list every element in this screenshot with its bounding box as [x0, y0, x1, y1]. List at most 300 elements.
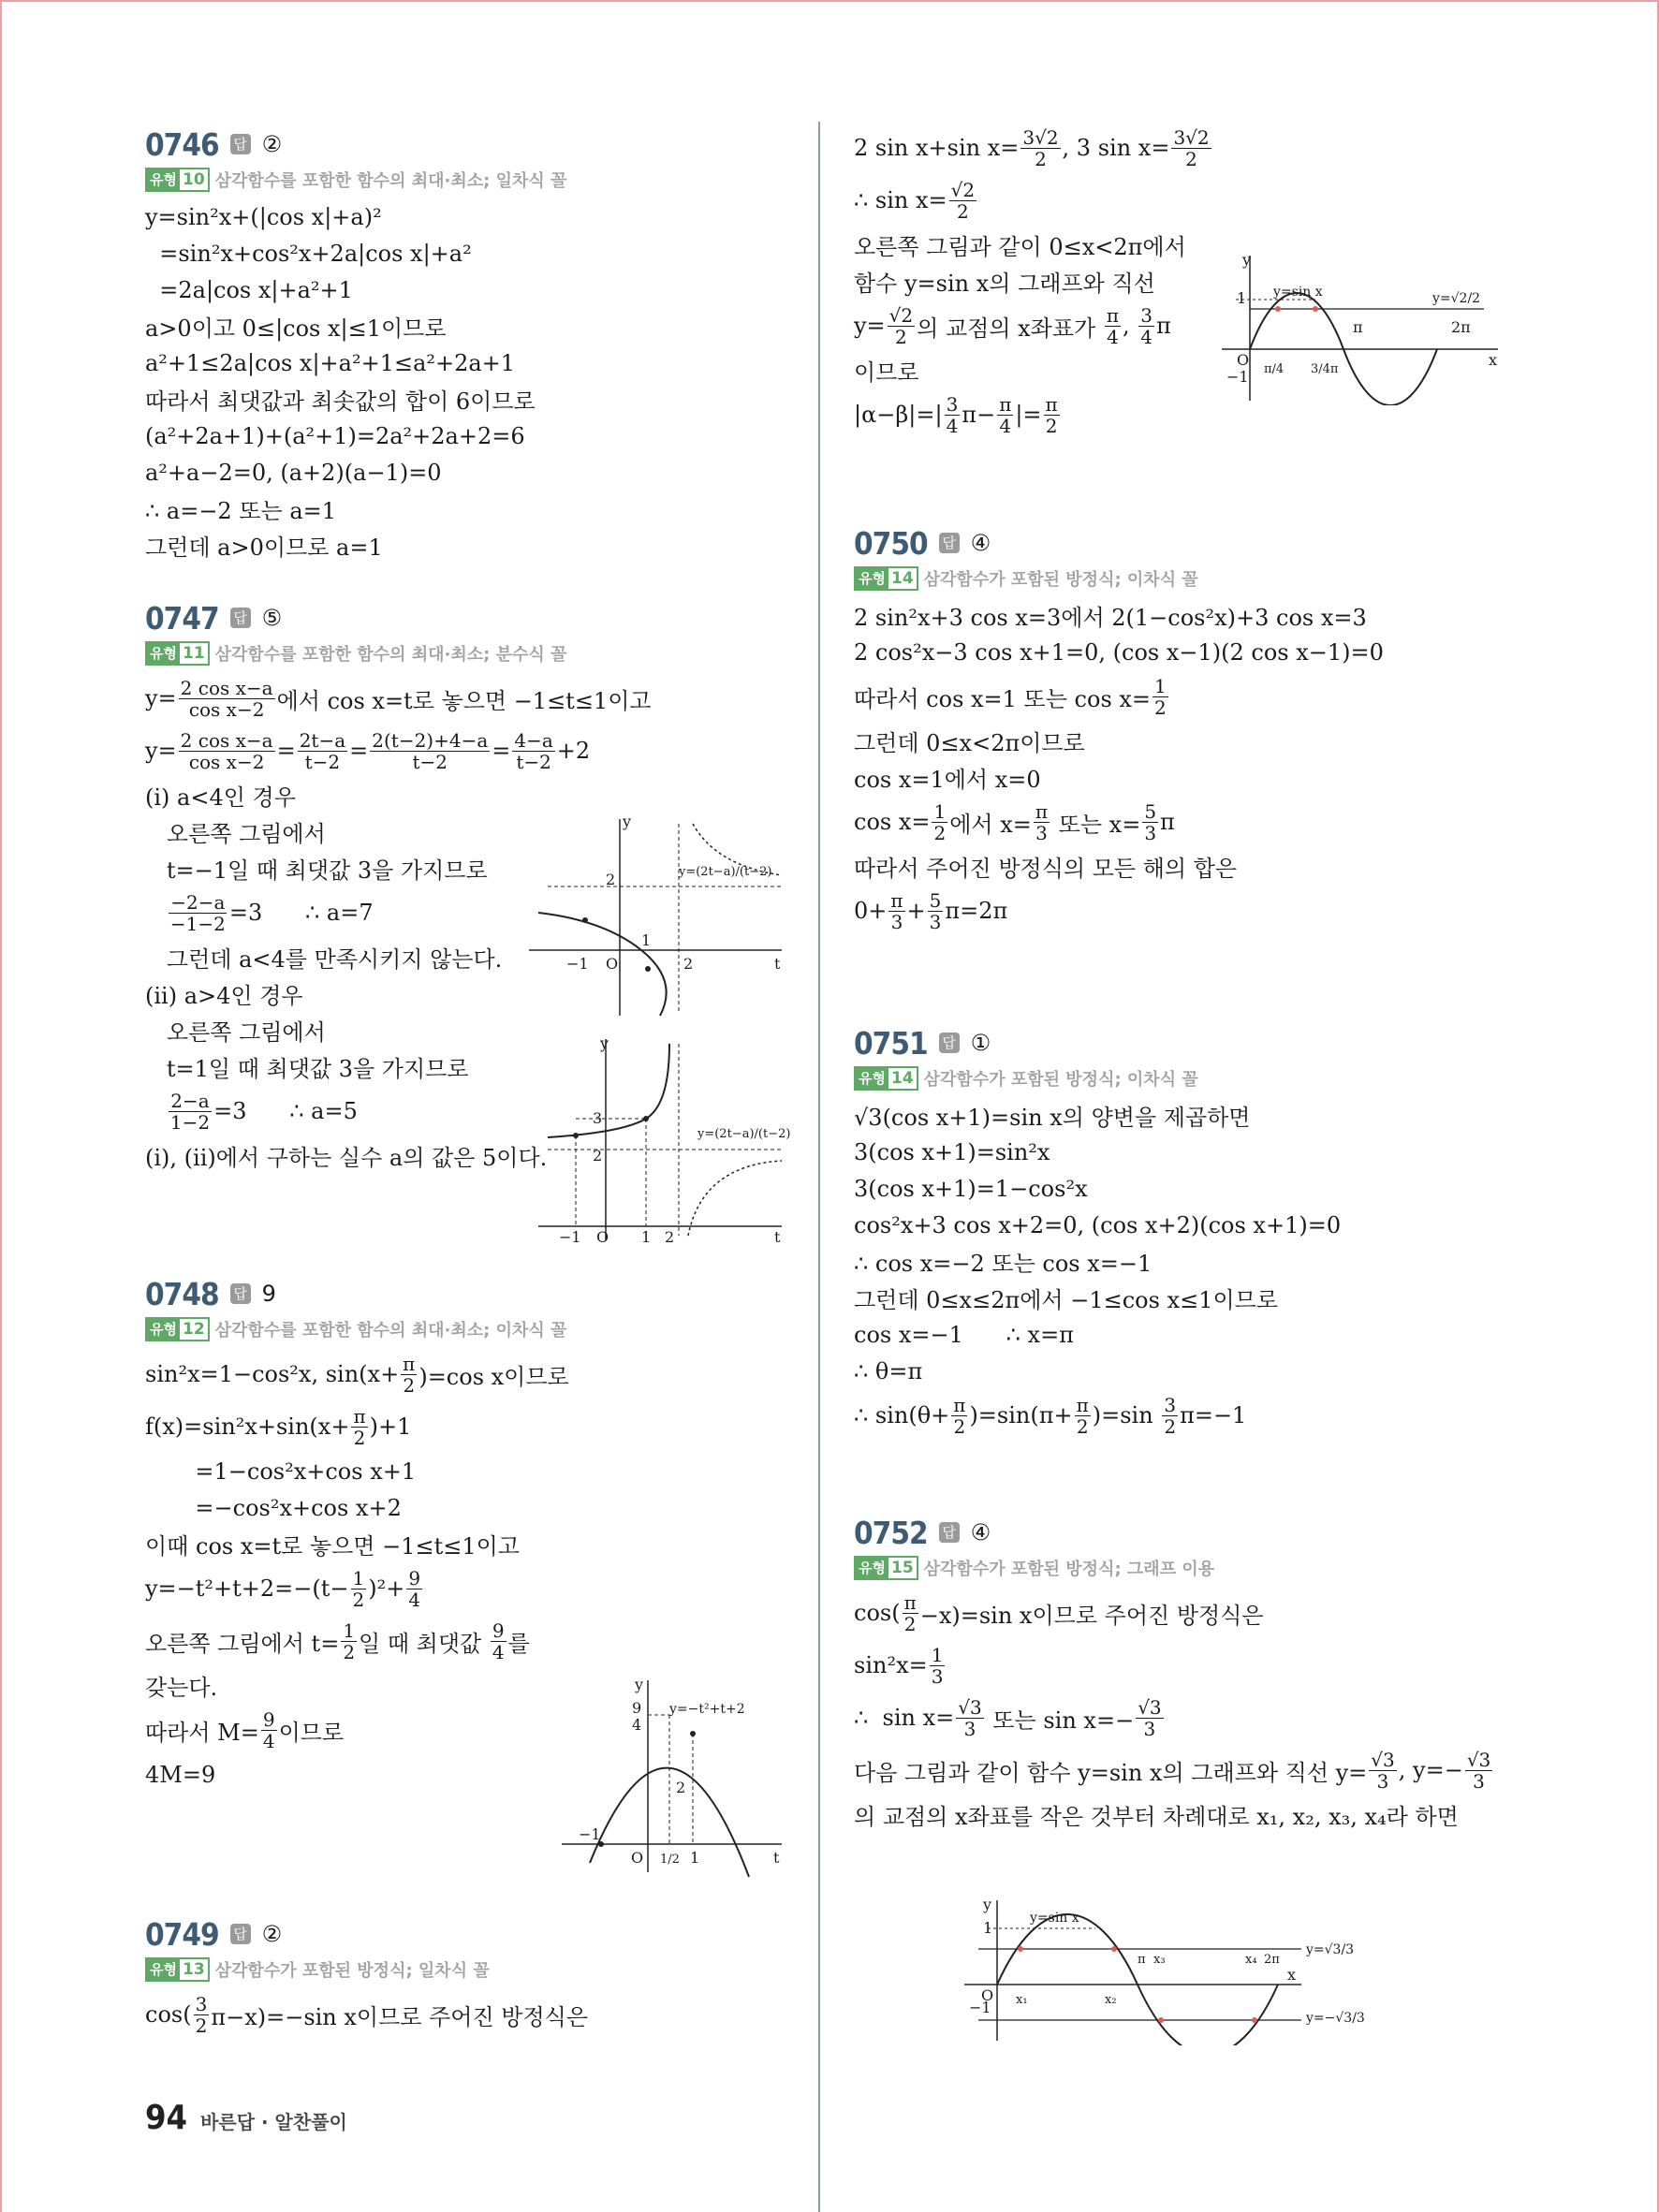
denominator: 4 — [262, 1729, 275, 1752]
fraction — [888, 890, 904, 932]
problem-0746 — [145, 124, 782, 564]
fraction — [1034, 801, 1050, 843]
numerator: 9 — [262, 1707, 275, 1731]
origin-label: O — [981, 1986, 994, 2004]
tick-1-y: 1 — [641, 931, 652, 949]
type-badge-label: 유형 — [856, 1068, 888, 1089]
solution-line — [854, 1353, 1603, 1389]
solution-line — [145, 1615, 782, 1667]
curve-label: y=−t²+t+2 — [669, 1702, 745, 1717]
numerator: 1 — [933, 799, 947, 823]
problem-header — [854, 1512, 1603, 1553]
denominator: 3 — [1144, 821, 1157, 844]
fraction — [179, 730, 275, 772]
solution-line — [145, 417, 782, 454]
numerator: 1 — [343, 1619, 356, 1642]
solution-line — [145, 527, 782, 564]
solution-line — [854, 1207, 1603, 1243]
math-text: 오른쪽 그림에서 — [145, 1019, 326, 1046]
denominator: 2 — [1154, 696, 1167, 719]
math-text: )+1 — [369, 1414, 412, 1440]
math-text: ∴ sin(θ+ — [854, 1402, 950, 1428]
math-text: cos( — [145, 2001, 192, 2028]
math-text: 그런데 a>0이므로 a=1 — [145, 535, 383, 561]
fraction — [930, 1645, 946, 1687]
math-text — [145, 1098, 167, 1124]
solution-line — [145, 381, 782, 417]
math-text: 4M=9 — [145, 1761, 216, 1788]
math-text: |= — [1015, 402, 1042, 428]
type-badge-label: 유형 — [856, 568, 888, 589]
problem-number: 0750 — [854, 524, 928, 562]
answer-label: 답 — [939, 1033, 960, 1053]
tick-4: 4 — [632, 1716, 642, 1734]
graph-case-ii — [538, 1034, 791, 1245]
problem-header — [145, 1273, 782, 1314]
math-text: cos( — [854, 1600, 901, 1626]
denominator: −1−2 — [169, 912, 226, 935]
tick-2: 2 — [676, 1779, 686, 1796]
math-text: = — [276, 738, 296, 764]
type-tag-line — [854, 564, 1603, 593]
numerator: √3 — [1371, 1748, 1395, 1771]
tick-3pi-4: 3/4π — [1311, 362, 1339, 376]
fraction — [194, 1994, 210, 2036]
solution-line — [854, 122, 1603, 174]
math-text: =3 ∴ a=7 — [228, 900, 374, 926]
graph-parabola — [562, 1676, 786, 1882]
tick-2-t: 2 — [665, 1228, 675, 1245]
math-text: −x)=sin x이므로 주어진 방정식은 — [919, 1602, 1264, 1629]
fraction — [888, 305, 915, 347]
denominator: 2 — [1076, 1414, 1089, 1438]
numerator: 2t−a — [299, 728, 346, 752]
answer-label: 답 — [939, 533, 960, 553]
tick-x2: x₂ — [1105, 1993, 1117, 2007]
math-text: 오른쪽 그림에서 — [145, 821, 326, 847]
math-text: t=1일 때 최댓값 3을 가지므로 — [145, 1056, 469, 1082]
solution-line — [854, 1243, 1603, 1280]
math-text: 에서 x= — [949, 811, 1032, 838]
axis-label-t: t — [774, 1228, 781, 1245]
problem-header — [145, 597, 782, 638]
math-text: )=cos x이므로 — [418, 1363, 569, 1390]
math-text: π — [1160, 809, 1175, 835]
axis-label-t: t — [773, 1849, 780, 1867]
fraction — [341, 1620, 357, 1663]
solution-line — [854, 174, 1603, 227]
math-text: √3(cos x+1)=sin x의 양변을 제곱하면 — [854, 1105, 1251, 1131]
denominator: 2 — [403, 1373, 416, 1397]
type-badge — [854, 1556, 918, 1580]
problem-number: 0751 — [854, 1024, 928, 1062]
math-text: cos x= — [854, 809, 931, 835]
numerator: π — [1035, 799, 1049, 823]
math-text: 3(cos x+1)=sin²x — [854, 1138, 1050, 1165]
denominator: 3 — [1473, 1769, 1485, 1793]
denominator: 2 — [1185, 147, 1197, 170]
math-text: 를 — [507, 1630, 530, 1657]
math-text: 2 sin x+sin x= — [854, 135, 1020, 161]
numerator: 5 — [1144, 799, 1157, 823]
tick-minus1: −1 — [969, 1999, 991, 2016]
tick-minus1: −1 — [566, 955, 589, 973]
numerator: √2 — [888, 303, 914, 327]
math-text — [145, 900, 167, 926]
numerator: π — [353, 1404, 366, 1428]
math-text: 0+ — [854, 898, 888, 924]
type-tag-line — [145, 638, 782, 668]
math-text: 또는 sin x=− — [985, 1707, 1135, 1734]
column-divider — [818, 122, 820, 2212]
answer-value: ⑤ — [261, 605, 283, 631]
tick-pi: π — [1138, 1953, 1146, 1967]
denominator: 4 — [946, 414, 959, 437]
type-badge-number: 14 — [888, 1068, 917, 1089]
axis-label-y: y — [1242, 251, 1252, 269]
solution-line — [145, 344, 782, 381]
type-badge-number: 10 — [180, 169, 208, 190]
numerator: 3√2 — [1173, 125, 1210, 149]
fraction — [1105, 305, 1121, 347]
fraction — [903, 1592, 918, 1634]
fraction — [169, 892, 228, 934]
problem-number: 0747 — [145, 599, 219, 637]
denominator: 4 — [1140, 325, 1153, 348]
problem-header — [854, 1022, 1603, 1063]
denominator: 2 — [1045, 414, 1058, 437]
math-text: 에서 cos x=t로 놓으면 −1≤t≤1이고 — [276, 687, 652, 714]
fraction — [261, 1709, 277, 1751]
math-text: =1−cos²x+cos x+1 — [145, 1458, 417, 1485]
tick-2-t: 2 — [683, 955, 694, 973]
answer-label: 답 — [230, 1924, 251, 1944]
solution-line — [145, 1562, 782, 1615]
problem-0749 — [145, 1913, 782, 2041]
tick-minus1: −1 — [1226, 368, 1249, 386]
fraction — [956, 1697, 983, 1739]
line-label-negative: y=−√3/3 — [1306, 2011, 1365, 2026]
type-badge-number: 15 — [888, 1558, 917, 1578]
math-text: )²+ — [368, 1575, 405, 1602]
solution-line — [854, 1796, 1603, 1833]
numerator: 2(t−2)+4−a — [372, 728, 489, 752]
page-frame-top — [0, 0, 1659, 2]
tick-pi: π — [1353, 318, 1363, 336]
type-tag-line — [145, 1955, 782, 1985]
solution-line — [854, 885, 1603, 937]
math-text: =2a|cos x|+a²+1 — [145, 276, 353, 303]
curve-label: y=sin x — [1030, 1911, 1079, 1926]
denominator: t−2 — [516, 750, 551, 773]
solution-line — [854, 1134, 1603, 1170]
math-text: f(x)=sin²x+sin(x+ — [145, 1414, 350, 1440]
type-badge — [854, 566, 918, 591]
math-text: , — [1123, 313, 1138, 339]
numerator: π — [403, 1352, 416, 1375]
origin-label: O — [596, 1228, 609, 1245]
tick-x3: x₃ — [1153, 1953, 1166, 1967]
numerator: 9 — [408, 1566, 421, 1589]
math-text: π− — [962, 402, 996, 428]
numerator: 1 — [1154, 674, 1167, 697]
denominator: 4 — [999, 414, 1012, 437]
type-tag-line — [145, 1314, 782, 1344]
problem-number: 0746 — [145, 125, 219, 163]
fraction — [951, 1395, 967, 1437]
denominator: 2 — [353, 1426, 366, 1449]
math-text: 이므로 — [854, 359, 919, 386]
fraction — [1171, 127, 1211, 169]
tick-2pi: 2π — [1264, 1953, 1280, 1967]
tick-1-t: 1 — [641, 1228, 652, 1245]
denominator: 3 — [1376, 1769, 1389, 1793]
type-title: 삼각함수를 포함한 함수의 최대·최소; 분수식 꼴 — [214, 645, 567, 665]
problem-number: 0748 — [145, 1275, 219, 1312]
solution-line — [854, 796, 1603, 848]
solution-line — [854, 723, 1603, 759]
type-badge — [145, 1957, 210, 1982]
type-title: 삼각함수를 포함한 함수의 최대·최소; 일차식 꼴 — [214, 171, 567, 191]
denominator: 1−2 — [169, 1110, 211, 1134]
tick-2pi: 2π — [1451, 318, 1471, 336]
fraction — [351, 1406, 367, 1448]
solution-line — [145, 777, 782, 813]
math-text: =−cos²x+cos x+2 — [145, 1494, 402, 1521]
page-number: 94 — [145, 2099, 188, 2137]
math-text: a²+a−2=0, (a+2)(a−1)=0 — [145, 459, 442, 486]
problem-header — [145, 124, 782, 165]
math-text: 2 sin²x+3 cos x=3에서 2(1−cos²x)+3 cos x=3 — [854, 605, 1367, 631]
numerator: 9 — [492, 1619, 505, 1642]
denominator: 2 — [343, 1640, 356, 1663]
numerator: 1 — [352, 1566, 365, 1589]
numerator: √3 — [958, 1695, 982, 1719]
math-text: 함수 y=sin x의 그래프와 직선 — [854, 271, 1155, 297]
math-text: y= — [145, 738, 177, 764]
denominator: 4 — [1107, 325, 1119, 348]
denominator: cos x−2 — [188, 750, 265, 773]
solution-line — [145, 308, 782, 344]
fraction — [928, 890, 944, 932]
math-text: 일 때 최댓값 — [359, 1630, 489, 1657]
numerator: π — [903, 1590, 917, 1614]
type-badge-label: 유형 — [147, 643, 180, 664]
solution-line — [145, 235, 782, 271]
answer-value: ④ — [970, 1519, 991, 1545]
math-text: 또는 x= — [1051, 811, 1141, 838]
denominator: t−2 — [412, 750, 448, 773]
numerator: √2 — [950, 178, 976, 201]
denominator: 4 — [408, 1588, 421, 1611]
numerator: 1 — [931, 1643, 944, 1666]
tick-2-y: 2 — [606, 871, 616, 888]
math-text: 이때 cos x=t로 놓으면 −1≤t≤1이고 — [145, 1533, 520, 1560]
numerator: π — [1076, 1393, 1089, 1416]
solution-line — [145, 1489, 782, 1526]
numerator: π — [890, 888, 903, 912]
type-badge-label: 유형 — [147, 1319, 180, 1340]
math-text: = — [492, 738, 511, 764]
math-text: =sin²x+cos²x+2a|cos x|+a² — [145, 240, 472, 267]
type-title: 삼각함수가 포함된 방정식; 이차식 꼴 — [923, 570, 1198, 590]
answer-value: 9 — [261, 1281, 276, 1307]
solution-line — [854, 597, 1603, 634]
answer-label: 답 — [230, 1283, 251, 1304]
denominator: t−2 — [304, 750, 341, 773]
math-text: 따라서 주어진 방정식의 모든 해의 합은 — [854, 856, 1238, 882]
problem-number: 0752 — [854, 1514, 928, 1551]
math-text: 3(cos x+1)=1−cos²x — [854, 1175, 1088, 1202]
denominator: 3 — [963, 1717, 976, 1740]
type-tag-line — [854, 1553, 1603, 1583]
page-footer — [145, 2099, 347, 2137]
numerator: 2−a — [170, 1089, 210, 1112]
math-text: π=2π — [945, 898, 1008, 924]
math-text: cos x=−1 ∴ x=π — [854, 1321, 1074, 1348]
type-title: 삼각함수가 포함된 방정식; 그래프 이용 — [923, 1560, 1215, 1579]
origin-label: O — [631, 1849, 644, 1867]
fraction — [406, 1568, 422, 1610]
numerator: 3 — [1140, 303, 1153, 327]
fraction — [401, 1354, 417, 1396]
numerator: −2−a — [170, 890, 226, 914]
math-text: y=−t²+t+2=−(t− — [145, 1575, 349, 1602]
fraction — [1465, 1750, 1492, 1792]
type-tag-line — [854, 1063, 1603, 1093]
answer-label: 답 — [939, 1522, 960, 1543]
solution-line — [145, 271, 782, 308]
math-text: = — [349, 738, 369, 764]
fraction — [1142, 801, 1158, 843]
fraction — [1162, 1395, 1178, 1437]
solution-line — [145, 454, 782, 491]
tick-9: 9 — [632, 1699, 642, 1717]
numerator: 2 cos x−a — [180, 676, 273, 699]
type-badge — [145, 1317, 210, 1341]
denominator: 2 — [903, 1612, 917, 1635]
math-text: 의 교점의 x좌표가 — [917, 315, 1103, 342]
math-text: y= — [854, 313, 886, 339]
curve-label: y=(2t−a)/(t−2) — [679, 865, 772, 879]
numerator: 3 — [946, 392, 959, 416]
math-text: 그런데 a<4를 만족시키지 않는다. — [145, 946, 503, 973]
denominator: 2 — [1164, 1414, 1177, 1438]
math-text: sin²x=1−cos²x, sin(x+ — [145, 1361, 400, 1387]
solution-line — [145, 1400, 782, 1453]
solution-line — [145, 1348, 782, 1400]
type-badge — [145, 641, 210, 666]
page-frame-left — [0, 0, 2, 2212]
tick-3-y: 3 — [593, 1109, 603, 1127]
denominator: 2 — [195, 2014, 208, 2037]
axis-label-y: y — [635, 1676, 644, 1693]
type-badge-label: 유형 — [147, 169, 180, 190]
graph-sine-root2 — [1222, 251, 1503, 405]
fraction — [1020, 127, 1060, 169]
math-text: ∴ sin x= — [854, 187, 947, 213]
graph-case-i — [529, 810, 791, 1020]
fraction — [370, 730, 490, 772]
math-text: a>0이고 0≤|cos x|≤1이므로 — [145, 315, 447, 342]
origin-label: O — [1237, 351, 1250, 369]
math-text: ∴ cos x=−2 또는 cos x=−1 — [854, 1251, 1152, 1277]
tick-1: 1 — [690, 1849, 700, 1867]
type-badge-label: 유형 — [147, 1959, 180, 1980]
tick-minus1: −1 — [559, 1228, 581, 1245]
axis-label-t: t — [774, 955, 781, 973]
math-text: |α−β|=| — [854, 402, 943, 428]
math-text: + — [906, 898, 926, 924]
type-title: 삼각함수를 포함한 함수의 최대·최소; 이차식 꼴 — [214, 1321, 567, 1340]
problem-0751 — [854, 1022, 1603, 1442]
denominator: 3 — [1143, 1717, 1156, 1740]
fraction — [1152, 676, 1168, 718]
fraction — [949, 180, 976, 222]
tick-2-y: 2 — [593, 1147, 603, 1165]
denominator: 2 — [352, 1588, 365, 1611]
answer-label: 답 — [230, 608, 251, 628]
denominator: 2 — [956, 199, 969, 223]
type-badge-number: 13 — [180, 1959, 208, 1980]
denominator: 4 — [492, 1640, 505, 1663]
fraction — [1136, 1697, 1163, 1739]
fraction — [1138, 305, 1154, 347]
math-text: =3 ∴ a=5 — [213, 1098, 358, 1124]
denominator: 2 — [895, 325, 907, 348]
problem-0750 — [854, 522, 1603, 937]
type-title: 삼각함수가 포함된 방정식; 이차식 꼴 — [923, 1070, 1198, 1090]
book-title: 바른답 · 알찬풀이 — [200, 2111, 347, 2133]
math-text: 의 교점의 x좌표를 작은 것부터 차례대로 x₁, x₂, x₃, x₄라 하면 — [854, 1804, 1459, 1830]
axis-label-y: y — [600, 1034, 609, 1052]
math-text: (i), (ii)에서 구하는 실수 a의 값은 5이다. — [145, 1145, 548, 1171]
solution-line — [145, 1988, 782, 2041]
numerator: π — [1045, 392, 1058, 416]
numerator: √3 — [1138, 1695, 1162, 1719]
numerator: 5 — [929, 888, 942, 912]
denominator: 3 — [931, 1664, 944, 1688]
solution-line — [145, 491, 782, 527]
tick-pi-4: π/4 — [1264, 362, 1285, 376]
answer-value: ① — [970, 1030, 991, 1056]
math-text: ∴ θ=π — [854, 1357, 923, 1384]
graph-sine-root3 — [964, 1896, 1395, 2045]
math-text: , y=− — [1398, 1757, 1463, 1783]
numerator: π — [1106, 303, 1120, 327]
tick-minus1: −1 — [579, 1825, 601, 1843]
axis-label-y: y — [623, 813, 632, 830]
type-badge-number: 14 — [888, 568, 917, 589]
type-badge-number: 11 — [180, 643, 208, 664]
fraction — [179, 678, 275, 720]
fraction — [1369, 1750, 1396, 1792]
problem-header — [145, 1913, 782, 1955]
origin-label: O — [606, 955, 619, 973]
solution-line — [854, 1744, 1603, 1796]
denominator: 2 — [1035, 147, 1047, 170]
math-text: )=sin(π+ — [969, 1402, 1073, 1428]
solution-line — [854, 848, 1603, 885]
answer-value: ④ — [970, 530, 991, 556]
math-text: 따라서 cos x=1 또는 cos x= — [854, 685, 1152, 712]
answer-value: ② — [261, 1921, 283, 1947]
type-title: 삼각함수가 포함된 방정식; 일차식 꼴 — [214, 1961, 490, 1981]
type-badge-label: 유형 — [856, 1558, 888, 1578]
line-label-positive: y=√3/3 — [1306, 1942, 1355, 1957]
math-text: 오른쪽 그림과 같이 0≤x<2π에서 — [854, 234, 1186, 260]
fraction — [932, 801, 947, 843]
